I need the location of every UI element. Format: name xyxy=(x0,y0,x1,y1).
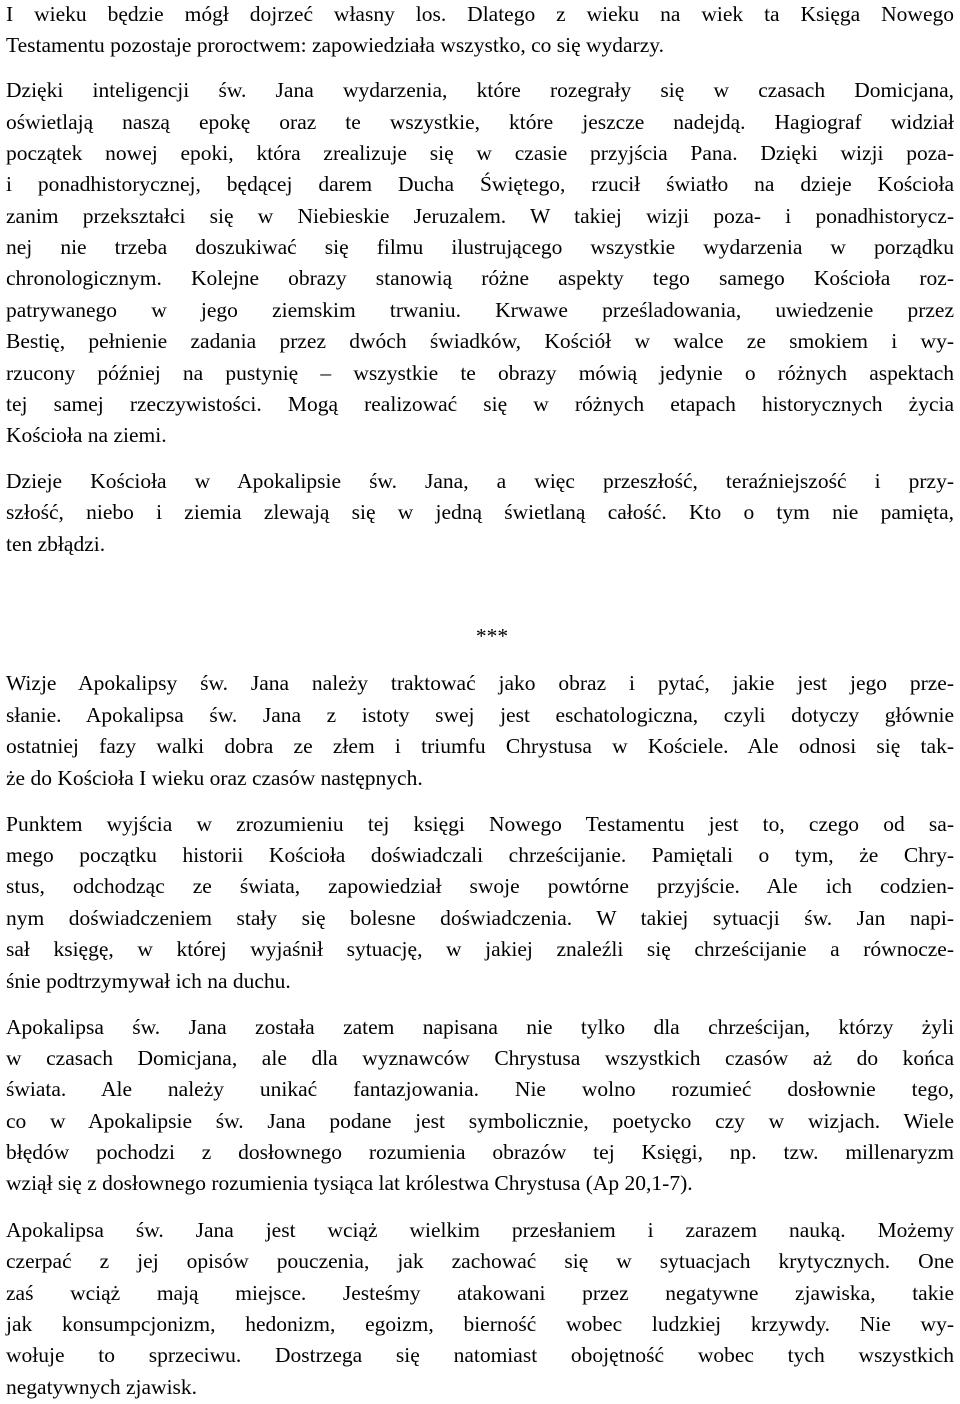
text-line: ostatniej fazy walki dobra ze złem i triumfu Chrystusa w Kościele. Ale odnosi się tak- xyxy=(6,734,954,758)
text-line: czerpać z jej opisów pouczenia, jak zachować się w sytuacjach krytycznych. One xyxy=(6,1249,954,1273)
text-line: nej nie trzeba doszukiwać się filmu ilustrującego wszystkie wydarzenia w porządku xyxy=(6,235,954,259)
text-line: nym doświadczeniem stały się bolesne doświadczenia. W takiej sytuacji św. Jan napi- xyxy=(6,906,954,930)
text-line: jak konsumpcjonizm, hedonizm, egoizm, bierność wobec ludzkiej krzywdy. Nie wy- xyxy=(6,1312,954,1336)
text-line: sał księgę, w której wyjaśnił sytuację, w jakiej znaleźli się chrześcijanie a równocze- xyxy=(6,937,954,961)
text-line: wołuje to sprzeciwu. Dostrzega się natomiast obojętność wobec tych wszystkich xyxy=(6,1343,954,1367)
text-line: i ponadhistorycznej, będącej darem Ducha Świętego, rzucił światło na dzieje Kościoła xyxy=(6,172,954,196)
text-line: że do Kościoła I wieku oraz czasów następnych. xyxy=(6,766,423,790)
text-line: w czasach Domicjana, ale dla wyznawców Chrystusa wszystkich czasów aż do końca xyxy=(6,1046,954,1070)
text-line: Apokalipsa św. Jana została zatem napisana nie tylko dla chrześcijan, którzy żyli xyxy=(6,1015,954,1039)
text-line: zaś wciąż mają miejsce. Jesteśmy atakowani przez negatywne zjawiska, takie xyxy=(6,1281,954,1305)
text-line: Punktem wyjścia w zrozumieniu tej księgi Nowego Testamentu jest to, czego od sa- xyxy=(6,812,954,836)
text-line: stus, odchodząc ze świata, zapowiedział swoje powtórne przyjście. Ale ich codzien- xyxy=(6,874,954,898)
text-line: Kościoła na ziemi. xyxy=(6,423,167,447)
text-line: słanie. Apokalipsa św. Jana z istoty swej jest eschatologiczna, czyli dotyczy głównie xyxy=(6,703,954,727)
text-line: Bestię, pełnienie zadania przez dwóch świadków, Kościół w walce ze smokiem i wy- xyxy=(6,329,954,353)
text-line: negatywnych zjawisk. xyxy=(6,1375,198,1399)
text-line: błędów pochodzi z dosłownego rozumienia obrazów tej Księgi, np. tzw. millenaryzm xyxy=(6,1140,954,1164)
text-line: Testamentu pozostaje proroctwem: zapowiedziała wszystko, co się wydarzy. xyxy=(6,33,664,57)
text-line: Apokalipsa św. Jana jest wciąż wielkim przesłaniem i zarazem nauką. Możemy xyxy=(6,1218,954,1242)
text-line: ten zbłądzi. xyxy=(6,532,106,556)
text-line: patrywanego w jego ziemskim trwaniu. Krwawe prześladowania, uwiedzenie przez xyxy=(6,298,954,322)
text-line: zanim przekształci się w Niebieskie Jeruzalem. W takiej wizji poza- i ponadhistorycz- xyxy=(6,204,954,228)
text-line: I wieku będzie mógł dojrzeć własny los. Dlatego z wieku na wiek ta Księga Nowego xyxy=(6,2,954,26)
text-line: chronologicznym. Kolejne obrazy stanowią różne aspekty tego samego Kościoła roz- xyxy=(6,266,954,290)
text-line: mego początku historii Kościoła doświadczali chrześcijanie. Pamiętali o tym, że Chry- xyxy=(6,843,954,867)
text-line: szłość, niebo i ziemia zlewają się w jedną świetlaną całość. Kto o tym nie pamięta, xyxy=(6,500,954,524)
text-line: początek nowej epoki, która zrealizuje się w czasie przyjścia Pana. Dzięki wizji poza- xyxy=(6,141,954,165)
text-line: tej samej rzeczywistości. Mogą realizować się w różnych etapach historycznych życia xyxy=(6,392,954,416)
text-line: oświetlają naszą epokę oraz te wszystkie, które jeszcze nadejdą. Hagiograf widział xyxy=(6,110,954,134)
section-separator: *** xyxy=(475,624,509,648)
text-line: świata. Ale należy unikać fantazjowania. Nie wolno rozumieć dosłownie tego, xyxy=(6,1077,954,1101)
text-line: Wizje Apokalipsy św. Jana należy traktować jako obraz i pytać, jakie jest jego prze- xyxy=(6,671,954,695)
text-line: Dzieje Kościoła w Apokalipsie św. Jana, a więc przeszłość, teraźniejszość i przy- xyxy=(6,469,954,493)
text-line: Dzięki inteligencji św. Jana wydarzenia, które rozegrały się w czasach Domicjana, xyxy=(6,78,954,102)
text-line: wziął się z dosłownego rozumienia tysiąca lat królestwa Chrystusa (Ap 20,1-7). xyxy=(6,1171,693,1195)
text-line: co w Apokalipsie św. Jana podane jest symbolicznie, poetycko czy w wizjach. Wiele xyxy=(6,1109,954,1133)
text-line: śnie podtrzymywał ich na duchu. xyxy=(6,969,291,993)
text-line: rzucony później na pustynię – wszystkie te obrazy mówią jedynie o różnych aspektach xyxy=(6,361,954,385)
